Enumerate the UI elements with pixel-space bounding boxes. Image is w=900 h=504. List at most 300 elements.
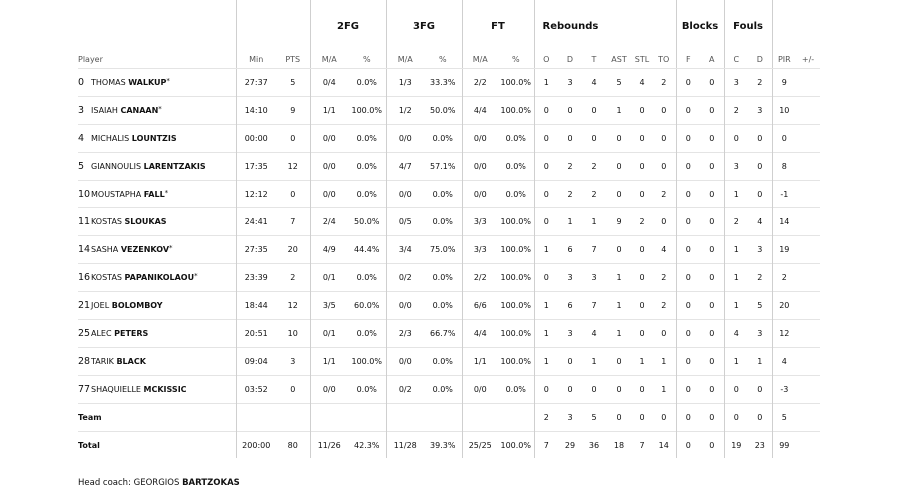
stat-cell: 0.0% <box>424 375 462 403</box>
stat-cell: 20:51 <box>236 320 276 348</box>
stat-cell: 0 <box>652 96 676 124</box>
stat-cell: 0 <box>534 152 558 180</box>
stat-cell: 0 <box>534 124 558 152</box>
player-last-name: SLOUKAS <box>124 217 167 227</box>
column-header-17: C <box>724 38 748 69</box>
stat-cell: 1 <box>558 208 582 236</box>
stat-cell: 100.0% <box>498 264 534 292</box>
stat-cell <box>796 320 820 348</box>
stat-cell: 0/0 <box>310 180 348 208</box>
stat-cell <box>310 403 348 431</box>
stat-cell: -3 <box>772 375 796 403</box>
stat-cell: 10 <box>772 96 796 124</box>
stat-cell: 0 <box>534 208 558 236</box>
stat-cell: 4 <box>582 69 606 97</box>
column-header-16: A <box>700 38 724 69</box>
stat-cell: 100.0% <box>498 347 534 375</box>
player-row <box>78 236 820 264</box>
stat-cell: 0 <box>632 292 652 320</box>
stat-cell: 0/0 <box>386 347 424 375</box>
stat-cell: 1 <box>652 347 676 375</box>
stat-cell: 18:44 <box>236 292 276 320</box>
stat-cell: 100.0% <box>498 96 534 124</box>
stat-cell: 7 <box>582 292 606 320</box>
stat-cell: 0 <box>748 375 772 403</box>
stat-cell: 60.0% <box>348 292 386 320</box>
stat-cell: 4 <box>652 236 676 264</box>
stat-cell: 2 <box>748 69 772 97</box>
stat-cell: 0 <box>700 375 724 403</box>
stat-cell <box>796 96 820 124</box>
stat-cell: 0 <box>606 180 632 208</box>
stat-cell: 1 <box>582 347 606 375</box>
stat-cell: 0 <box>700 320 724 348</box>
player-last-name: BOLOMBOY <box>111 301 163 311</box>
player-number: 0 <box>78 76 85 88</box>
stat-cell: 0.0% <box>348 69 386 97</box>
stat-cell: 12 <box>772 320 796 348</box>
stat-cell: 4/7 <box>386 152 424 180</box>
player-first-name: KOSTAS <box>91 273 122 283</box>
player-cell <box>78 347 236 375</box>
starter-mark: * <box>158 104 162 113</box>
stat-cell: 36 <box>582 431 606 458</box>
stat-cell: 0 <box>748 403 772 431</box>
stat-cell: 12 <box>276 292 310 320</box>
stat-cell: 0 <box>276 180 310 208</box>
stat-cell: 0 <box>676 431 700 458</box>
stat-cell: 5 <box>772 403 796 431</box>
stat-cell: 0.0% <box>498 152 534 180</box>
column-header-3: M/A <box>310 38 348 69</box>
stat-cell: 0 <box>748 152 772 180</box>
player-last-name: LARENTZAKIS <box>143 161 206 171</box>
stat-cell: 0 <box>606 152 632 180</box>
stat-cell: 0 <box>606 236 632 264</box>
stat-cell: 3 <box>724 69 748 97</box>
player-row <box>78 152 820 180</box>
stat-cell: 0 <box>534 96 558 124</box>
column-header-19: PIR <box>772 38 796 69</box>
player-row <box>78 320 820 348</box>
stat-cell: 0 <box>700 347 724 375</box>
player-first-name: SHAQUIELLE <box>91 384 141 394</box>
player-first-name: THOMAS <box>91 77 126 87</box>
stat-cell: 11/26 <box>310 431 348 458</box>
stat-cell: 3 <box>558 320 582 348</box>
stat-cell: 100.0% <box>498 236 534 264</box>
stat-cell: 0 <box>748 124 772 152</box>
coach-label: Head coach: <box>78 478 131 488</box>
stat-cell: 0.0% <box>348 320 386 348</box>
stat-cell: 0 <box>558 124 582 152</box>
player-row <box>78 264 820 292</box>
stat-cell: 3/3 <box>462 208 498 236</box>
stat-cell: 99 <box>772 431 796 458</box>
stat-cell: 20 <box>772 292 796 320</box>
stat-cell: 0/0 <box>310 375 348 403</box>
stat-cell: 00:00 <box>236 124 276 152</box>
stat-cell: 2 <box>652 69 676 97</box>
player-cell <box>78 180 236 208</box>
stat-cell: 0.0% <box>424 347 462 375</box>
stat-cell: 1/2 <box>386 96 424 124</box>
stat-cell: 1 <box>724 180 748 208</box>
stat-cell: 0.0% <box>498 180 534 208</box>
stat-cell: 0 <box>676 375 700 403</box>
player-last-name: CANAAN <box>120 105 159 115</box>
stat-cell: 11/28 <box>386 431 424 458</box>
stat-cell: 100.0% <box>348 347 386 375</box>
stat-cell: 4 <box>724 320 748 348</box>
stat-cell: 18 <box>606 431 632 458</box>
stat-cell: 0 <box>632 124 652 152</box>
stat-cell: 0 <box>582 375 606 403</box>
player-number: 3 <box>78 104 85 116</box>
column-header-2: PTS <box>276 38 310 69</box>
stat-cell <box>276 403 310 431</box>
stat-cell: 7 <box>276 208 310 236</box>
player-first-name: ISAIAH <box>91 105 118 115</box>
stat-cell <box>424 403 462 431</box>
player-last-name: WALKUP <box>128 77 167 87</box>
stat-cell <box>236 403 276 431</box>
stat-cell: 4 <box>772 347 796 375</box>
stat-cell: 0 <box>558 96 582 124</box>
group-header-row <box>78 0 820 38</box>
player-cell <box>78 403 236 431</box>
player-first-name: SASHA <box>91 245 119 255</box>
stat-cell: 0 <box>606 124 632 152</box>
column-header-18: D <box>748 38 772 69</box>
stat-cell: 5 <box>748 292 772 320</box>
team-row <box>78 403 820 431</box>
stat-cell: 3/5 <box>310 292 348 320</box>
stat-cell: 5 <box>606 69 632 97</box>
stat-cell: 12:12 <box>236 180 276 208</box>
stat-cell: 2 <box>652 180 676 208</box>
stat-cell: 1/1 <box>310 96 348 124</box>
stat-cell <box>796 236 820 264</box>
player-number: 25 <box>78 327 91 339</box>
stat-cell: 0 <box>632 320 652 348</box>
starter-mark: * <box>166 76 170 85</box>
stat-cell: 6/6 <box>462 292 498 320</box>
column-header-6: % <box>424 38 462 69</box>
box-score-table <box>78 0 820 458</box>
stat-cell <box>796 292 820 320</box>
stat-cell: 33.3% <box>424 69 462 97</box>
stat-cell: 0 <box>276 124 310 152</box>
stat-cell: 0 <box>652 208 676 236</box>
player-row <box>78 124 820 152</box>
stat-cell: 0 <box>700 431 724 458</box>
group-fouls: Fouls <box>724 0 772 38</box>
stat-cell: 0 <box>748 180 772 208</box>
stat-cell: 4/4 <box>462 96 498 124</box>
player-cell <box>78 375 236 403</box>
stat-cell: 5 <box>582 403 606 431</box>
stat-cell: 4 <box>632 69 652 97</box>
stat-cell: 0 <box>632 403 652 431</box>
stat-cell: 0/0 <box>462 152 498 180</box>
column-header-9: O <box>534 38 558 69</box>
stat-cell: 0 <box>558 347 582 375</box>
stat-cell: 0 <box>652 124 676 152</box>
player-row <box>78 375 820 403</box>
stat-cell: 1 <box>724 292 748 320</box>
player-first-name: MOUSTAPHA <box>91 189 142 199</box>
team-label: Team <box>78 412 102 422</box>
stat-cell: 0 <box>724 403 748 431</box>
stat-cell: 1 <box>724 347 748 375</box>
column-header-1: Min <box>236 38 276 69</box>
column-header-8: % <box>498 38 534 69</box>
player-first-name: KOSTAS <box>91 217 122 227</box>
stat-cell: 3 <box>558 264 582 292</box>
stat-cell: 0 <box>632 375 652 403</box>
stat-cell: 0.0% <box>424 264 462 292</box>
stat-cell: 0.0% <box>348 180 386 208</box>
stat-cell: 44.4% <box>348 236 386 264</box>
stat-cell: 0 <box>632 236 652 264</box>
stat-cell: 1 <box>748 347 772 375</box>
stat-cell: 14:10 <box>236 96 276 124</box>
stat-cell: 100.0% <box>348 96 386 124</box>
stat-cell: 0 <box>676 152 700 180</box>
stat-cell: 0/0 <box>462 124 498 152</box>
stat-cell: 100.0% <box>498 431 534 458</box>
stat-cell <box>796 403 820 431</box>
stat-cell: 42.3% <box>348 431 386 458</box>
stat-cell: 1 <box>606 292 632 320</box>
stat-cell: 0 <box>606 347 632 375</box>
stat-cell: 0/2 <box>386 375 424 403</box>
player-cell <box>78 264 236 292</box>
group-2fg: 2FG <box>310 0 386 38</box>
stat-cell: 0 <box>606 375 632 403</box>
stat-cell: 0.0% <box>348 152 386 180</box>
stat-cell: 9 <box>606 208 632 236</box>
starter-mark: * <box>194 272 198 281</box>
total-label: Total <box>78 440 100 450</box>
stat-cell <box>796 69 820 97</box>
stat-cell: 0/0 <box>310 152 348 180</box>
stat-cell <box>796 347 820 375</box>
box-score <box>78 0 820 458</box>
stat-cell: 3/3 <box>462 236 498 264</box>
stat-cell: 0 <box>700 403 724 431</box>
stat-cell: 03:52 <box>236 375 276 403</box>
stat-cell: 0 <box>558 375 582 403</box>
stat-cell: 0 <box>676 264 700 292</box>
stat-cell <box>796 208 820 236</box>
player-cell <box>78 236 236 264</box>
player-cell <box>78 96 236 124</box>
stat-cell: 2 <box>652 264 676 292</box>
stat-cell: 2 <box>652 292 676 320</box>
player-number: 14 <box>78 244 91 256</box>
stat-cell: 2 <box>558 180 582 208</box>
stat-cell: 23 <box>748 431 772 458</box>
stat-cell: 0 <box>632 264 652 292</box>
player-row <box>78 69 820 97</box>
stat-cell: 200:00 <box>236 431 276 458</box>
stat-cell: 2 <box>724 208 748 236</box>
stat-cell: 0 <box>606 403 632 431</box>
stat-cell: 09:04 <box>236 347 276 375</box>
stat-cell: 75.0% <box>424 236 462 264</box>
stat-cell: 2/2 <box>462 69 498 97</box>
stat-cell: 57.1% <box>424 152 462 180</box>
column-header-10: D <box>558 38 582 69</box>
stat-cell: 39.3% <box>424 431 462 458</box>
stat-cell: 8 <box>772 152 796 180</box>
group-blocks: Blocks <box>676 0 724 38</box>
stat-cell: 0/0 <box>386 180 424 208</box>
stat-cell <box>796 180 820 208</box>
stat-cell: 0/0 <box>462 375 498 403</box>
stat-cell: 5 <box>276 69 310 97</box>
stat-cell: 0 <box>632 96 652 124</box>
column-header-row <box>78 38 820 69</box>
column-header-15: F <box>676 38 700 69</box>
stat-cell: 0 <box>700 124 724 152</box>
stat-cell: 0/0 <box>310 124 348 152</box>
stat-cell: 0 <box>700 264 724 292</box>
stat-cell <box>796 152 820 180</box>
player-number: 10 <box>78 188 91 200</box>
player-first-name: ALEC <box>91 328 112 338</box>
stat-cell: 0 <box>582 124 606 152</box>
stat-cell: 10 <box>276 320 310 348</box>
stat-cell: 2 <box>276 264 310 292</box>
column-header-12: AST <box>606 38 632 69</box>
stat-cell <box>796 431 820 458</box>
stat-cell: 0 <box>632 152 652 180</box>
player-number: 28 <box>78 355 91 367</box>
stat-cell: 0/5 <box>386 208 424 236</box>
group-ft: FT <box>462 0 534 38</box>
stat-cell: 25/25 <box>462 431 498 458</box>
stat-cell: 0.0% <box>424 208 462 236</box>
stat-cell: 1 <box>534 347 558 375</box>
stat-cell: 1 <box>652 375 676 403</box>
stat-cell: 3 <box>748 236 772 264</box>
stat-cell: 4/9 <box>310 236 348 264</box>
stat-cell: 0/1 <box>310 264 348 292</box>
player-first-name: MICHALIS <box>91 133 130 143</box>
stat-cell: 0 <box>700 96 724 124</box>
stat-cell: 1 <box>606 264 632 292</box>
stat-cell: 3 <box>558 403 582 431</box>
stat-cell: 1 <box>534 236 558 264</box>
stat-cell: 1 <box>534 292 558 320</box>
stat-cell <box>796 124 820 152</box>
stat-cell: 100.0% <box>498 69 534 97</box>
starter-mark: * <box>164 188 169 197</box>
stat-cell: 19 <box>772 236 796 264</box>
player-number: 5 <box>78 160 85 172</box>
stat-cell: 1 <box>632 347 652 375</box>
coach-last-name: BARTZOKAS <box>182 478 240 488</box>
stat-cell: 0 <box>534 180 558 208</box>
stat-cell: 0 <box>676 320 700 348</box>
stat-cell: 100.0% <box>498 320 534 348</box>
stat-cell: 9 <box>772 69 796 97</box>
player-last-name: BLACK <box>116 356 146 366</box>
stat-cell <box>386 403 424 431</box>
stat-cell: -1 <box>772 180 796 208</box>
stat-cell: 2 <box>534 403 558 431</box>
stat-cell: 1/1 <box>462 347 498 375</box>
stat-cell: 0 <box>534 375 558 403</box>
stat-cell: 0 <box>676 69 700 97</box>
player-cell <box>78 292 236 320</box>
stat-cell: 0.0% <box>424 292 462 320</box>
player-row <box>78 347 820 375</box>
stat-cell: 23:39 <box>236 264 276 292</box>
stat-cell: 0 <box>724 124 748 152</box>
stat-cell: 0.0% <box>348 264 386 292</box>
stat-cell: 0/2 <box>386 264 424 292</box>
starter-mark: * <box>169 244 173 253</box>
stat-cell: 2/3 <box>386 320 424 348</box>
stat-cell: 1 <box>582 208 606 236</box>
stat-cell: 0 <box>582 96 606 124</box>
stat-cell: 0.0% <box>348 375 386 403</box>
stat-cell: 2 <box>748 264 772 292</box>
stat-cell: 0.0% <box>348 124 386 152</box>
stat-cell: 0 <box>700 152 724 180</box>
total-row <box>78 431 820 458</box>
stat-cell: 1 <box>606 96 632 124</box>
stat-cell: 0 <box>724 375 748 403</box>
stat-cell: 12 <box>276 152 310 180</box>
player-last-name: PETERS <box>114 328 149 338</box>
player-number: 4 <box>78 132 85 144</box>
stat-cell: 6 <box>558 292 582 320</box>
player-first-name: GIANNOULIS <box>91 161 142 171</box>
stat-cell: 0 <box>700 236 724 264</box>
stat-cell <box>796 264 820 292</box>
player-last-name: MCKISSIC <box>143 384 187 394</box>
stat-cell: 29 <box>558 431 582 458</box>
stat-cell: 4 <box>582 320 606 348</box>
player-number: 21 <box>78 300 91 312</box>
stat-cell: 3/4 <box>386 236 424 264</box>
stat-cell: 2 <box>582 152 606 180</box>
stat-cell: 20 <box>276 236 310 264</box>
stat-cell <box>462 403 498 431</box>
stat-cell: 4/4 <box>462 320 498 348</box>
stat-cell: 0 <box>700 208 724 236</box>
stat-cell: 1 <box>534 69 558 97</box>
stat-cell: 2 <box>558 152 582 180</box>
player-row <box>78 180 820 208</box>
player-first-name: JOEL <box>91 301 110 311</box>
stat-cell: 0 <box>276 375 310 403</box>
stat-cell: 0 <box>700 69 724 97</box>
column-header-7: M/A <box>462 38 498 69</box>
stat-cell: 2 <box>724 96 748 124</box>
stat-cell: 0 <box>772 124 796 152</box>
stat-cell: 0.0% <box>424 124 462 152</box>
stat-cell: 1 <box>534 320 558 348</box>
stat-cell: 0 <box>700 180 724 208</box>
stat-cell: 1/1 <box>310 347 348 375</box>
player-cell <box>78 124 236 152</box>
